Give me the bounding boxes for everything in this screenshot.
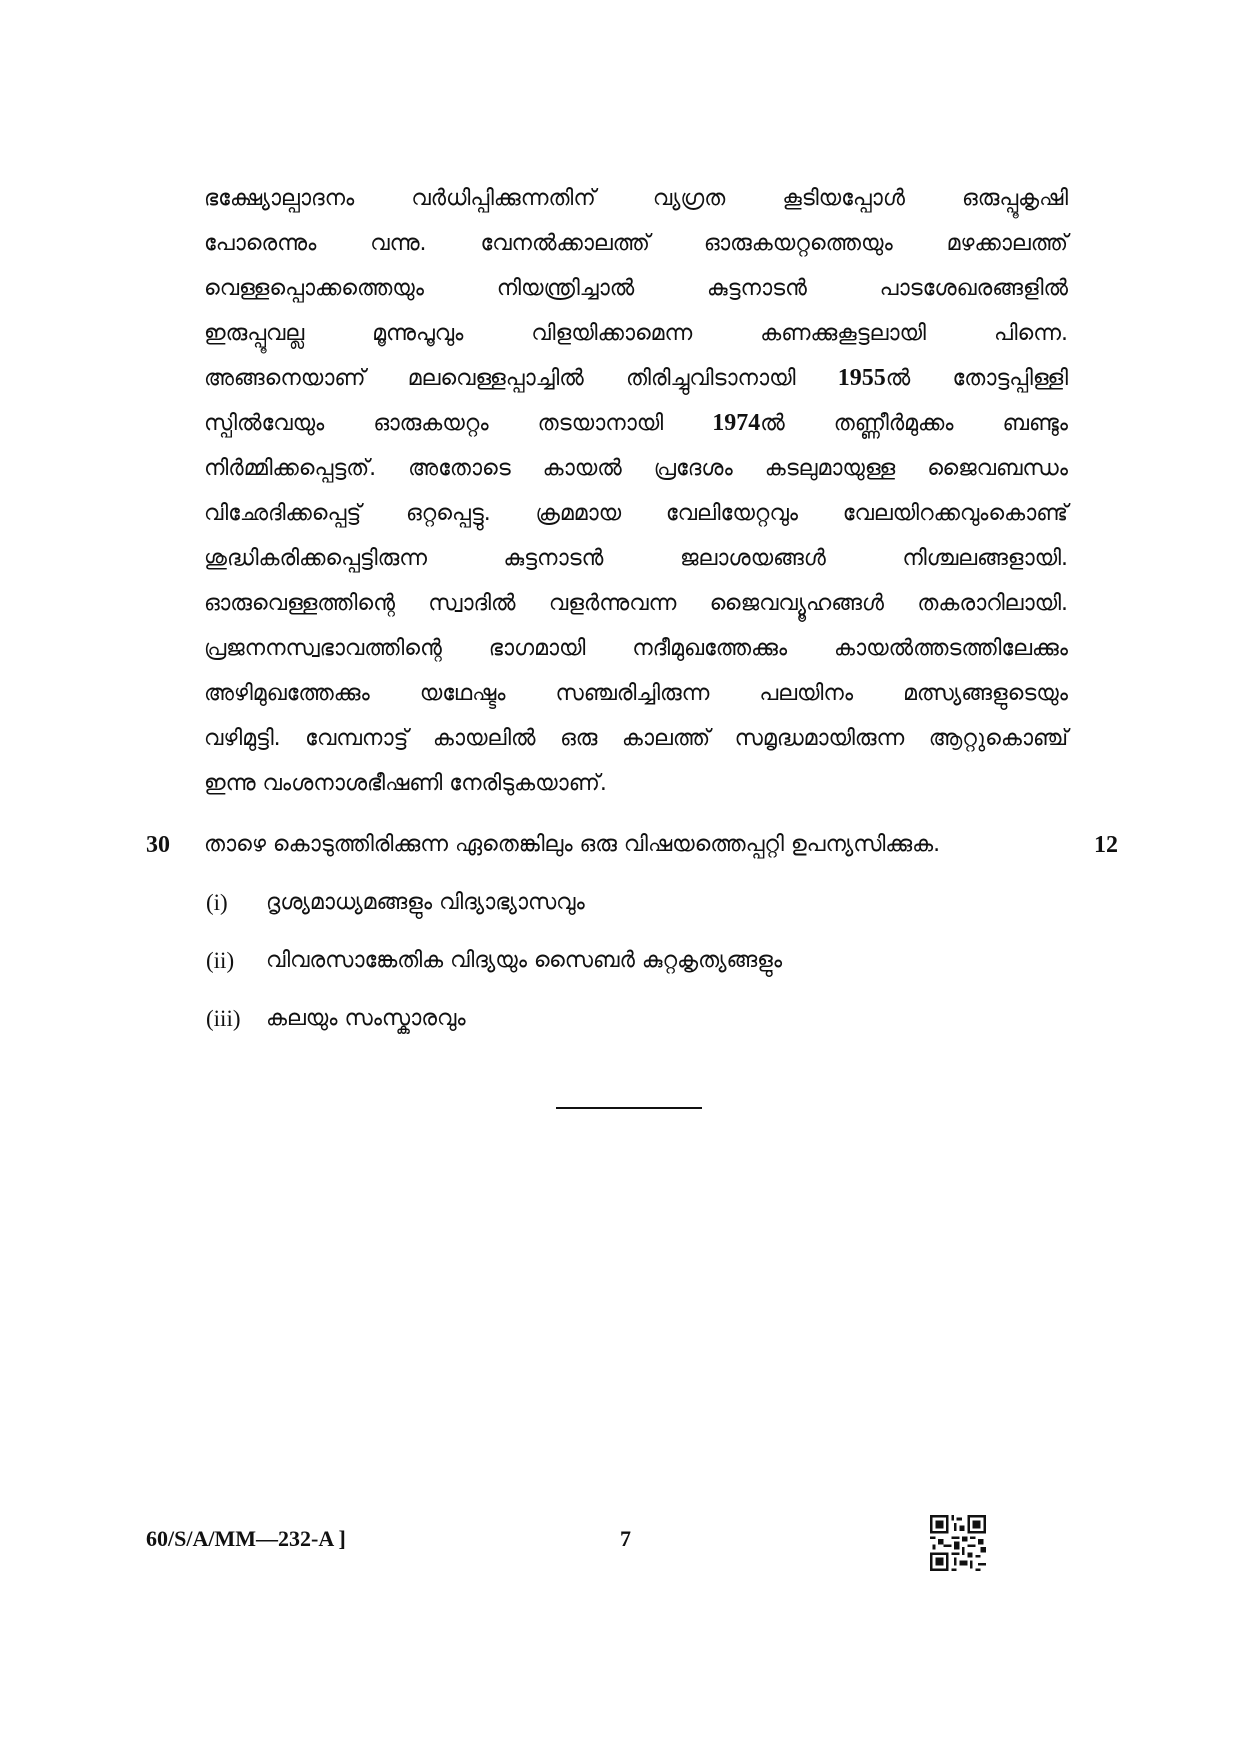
passage-line: വഴിമുട്ടി. വേമ്പനാട്ട് കായലിൽ ഒരു കാലത്ത് സമൃദ്ധമായിരുന്ന ആറ്റുകൊഞ്ച്: [204, 726, 1068, 751]
passage-text: [204, 176, 1068, 806]
passage-line: പ്രജനനസ്വഭാവത്തിന്റെ ഭാഗമായി നദീമുഖത്തേക്കും കായൽത്തടത്തിലേക്കും: [204, 636, 1068, 661]
passage-line: ഇന്നു വംശനാശഭീഷണി നേരിടുകയാണ്.: [204, 771, 607, 796]
option-item: [206, 890, 1006, 948]
option-number: (ii): [206, 948, 235, 973]
paper-code: 60/S/A/MM—232-A ]: [146, 1526, 346, 1551]
passage-line: വിഛേദിക്കപ്പെട്ട് ഒറ്റപ്പെട്ടു. ക്രമമായ വേലിയേറ്റവും വേലയിറക്കവുംകൊണ്ട്: [204, 501, 1068, 526]
option-item: [206, 1006, 1006, 1064]
question-text: താഴെ കൊടുത്തിരിക്കുന്ന ഏതെങ്കിലും ഒരു വിഷയത്തെപ്പറ്റി ഉപന്യസിക്കുക.: [204, 832, 941, 857]
year-1955: 1955: [837, 365, 886, 391]
question-30: [146, 832, 1126, 872]
option-number: (iii): [206, 1006, 241, 1031]
option-text: ദൃശ്യമാധ്യമങ്ങളും വിദ്യാഭ്യാസവും: [266, 890, 585, 915]
passage-line: ഓരുവെള്ളത്തിന്റെ സ്വാദിൽ വളർന്നുവന്ന ജൈവവ്യൂഹങ്ങൾ തകരാറിലായി.: [204, 591, 1068, 616]
option-text: വിവരസാങ്കേതിക വിദ്യയും സൈബർ കുറ്റകൃത്യങ്ങളും: [266, 948, 783, 973]
page-number: 7: [620, 1526, 631, 1551]
option-text: കലയും സംസ്കാരവും: [266, 1006, 466, 1031]
passage-line: ശുദ്ധികരിക്കപ്പെട്ടിരുന്ന കുട്ടനാടൻ ജലാശയങ്ങൾ നിശ്ചലങ്ങളായി.: [204, 546, 1068, 571]
end-divider: [556, 1107, 702, 1109]
question-number: 30: [146, 832, 170, 858]
passage-line: വെള്ളപ്പൊക്കത്തെയും നിയന്ത്രിച്ചാൽ കുട്ടനാടൻ പാടശേഖരങ്ങളിൽ: [204, 276, 1068, 301]
passage-line: അങ്ങനെയാണ് മലവെള്ളപ്പാച്ചിൽ തിരിച്ചുവിടാനായി 1955ൽ തോട്ടപ്പിള്ളി: [204, 365, 1068, 391]
passage-line: നിർമ്മിക്കപ്പെട്ടത്. അതോടെ കായൽ പ്രദേശം കടലുമായുള്ള ജൈവബന്ധം: [204, 456, 1068, 481]
passage-line: സ്പിൽവേയും ഓരുകയറ്റം തടയാനായി 1974ൽ തണ്ണീർമുക്കം ബണ്ടും: [204, 410, 1068, 436]
qr-code-icon: [930, 1515, 986, 1571]
question-options: [206, 890, 1006, 1064]
passage-line: ഇരുപ്പൂവല്ല മൂന്നുപൂവും വിളയിക്കാമെന്ന കണക്കുകൂട്ടലായി പിന്നെ.: [204, 321, 1068, 346]
option-item: [206, 948, 1006, 1006]
year-1974: 1974: [712, 410, 761, 436]
passage-line: ഭക്ഷ്യോല്പാദനം വർധിപ്പിക്കുന്നതിന് വ്യഗ്രത കൂടിയപ്പോൾ ഒരുപ്പൂകൃഷി: [204, 186, 1068, 211]
passage-line: അഴിമുഖത്തേക്കും യഥേഷ്ടം സഞ്ചരിച്ചിരുന്ന പലയിനം മത്സ്യങ്ങളുടെയും: [204, 681, 1068, 706]
passage-line: പോരെന്നും വന്നു. വേനൽക്കാലത്ത് ഓരുകയറ്റത്തെയും മഴക്കാലത്ത്: [204, 231, 1068, 256]
question-marks: 12: [1094, 832, 1118, 858]
option-number: (i): [206, 890, 228, 915]
